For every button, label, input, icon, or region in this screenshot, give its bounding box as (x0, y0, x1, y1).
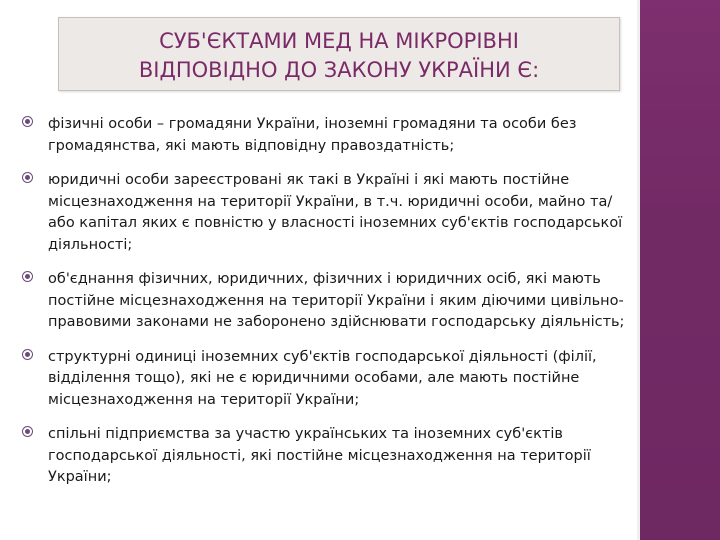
title-line-1: СУБ'ЄКТАМИ МЕД НА МІКРОРІВНІ (159, 29, 519, 53)
list-item (22, 346, 634, 411)
title-line-2: ВІДПОВІДНО ДО ЗАКОНУ УКРАЇНИ Є: (138, 58, 540, 82)
circle-dot-icon (22, 172, 33, 183)
circle-dot-icon (22, 116, 33, 127)
list-item-text: об'єднання фізичних, юридичних, фізичних і юридичних осіб, які мають постійне місцезнаходження на території України і яким діючими цивільно-правовими законами не заборонено здійснювати господарську діяльність; (48, 271, 625, 330)
bullet-list (22, 113, 634, 501)
circle-dot-icon (22, 426, 33, 437)
circle-dot-icon (22, 349, 33, 360)
slide-title (59, 18, 619, 85)
circle-dot-icon (22, 271, 33, 282)
list-item (22, 423, 634, 488)
title-box (58, 17, 620, 91)
list-item-text: структурні одиниці іноземних суб'єктів господарської діяльності (філії, відділення тощо), які не є юридичними особами, але мають постійне місцезнаходження на території України; (48, 348, 597, 408)
list-item (22, 268, 634, 333)
accent-side-bar (640, 0, 720, 540)
list-item-text: фізичні особи – громадяни України, іноземні громадяни та особи без громадянства, які мають відповідну правоздатність; (48, 116, 577, 154)
list-item-text: спільні підприємства за участю українських та іноземних суб'єктів господарської діяльності, які постійне місцезнаходження на території України; (48, 426, 591, 485)
list-item-text: юридичні особи зареєстровані як такі в Україні і які мають постійне місцезнаходження на території України, в т.ч. юридичні особи, майно та/або капітал яких є повністю у власності іноземних суб'єктів господарської діяльності; (48, 172, 623, 253)
list-item (22, 113, 634, 156)
list-item (22, 169, 634, 255)
